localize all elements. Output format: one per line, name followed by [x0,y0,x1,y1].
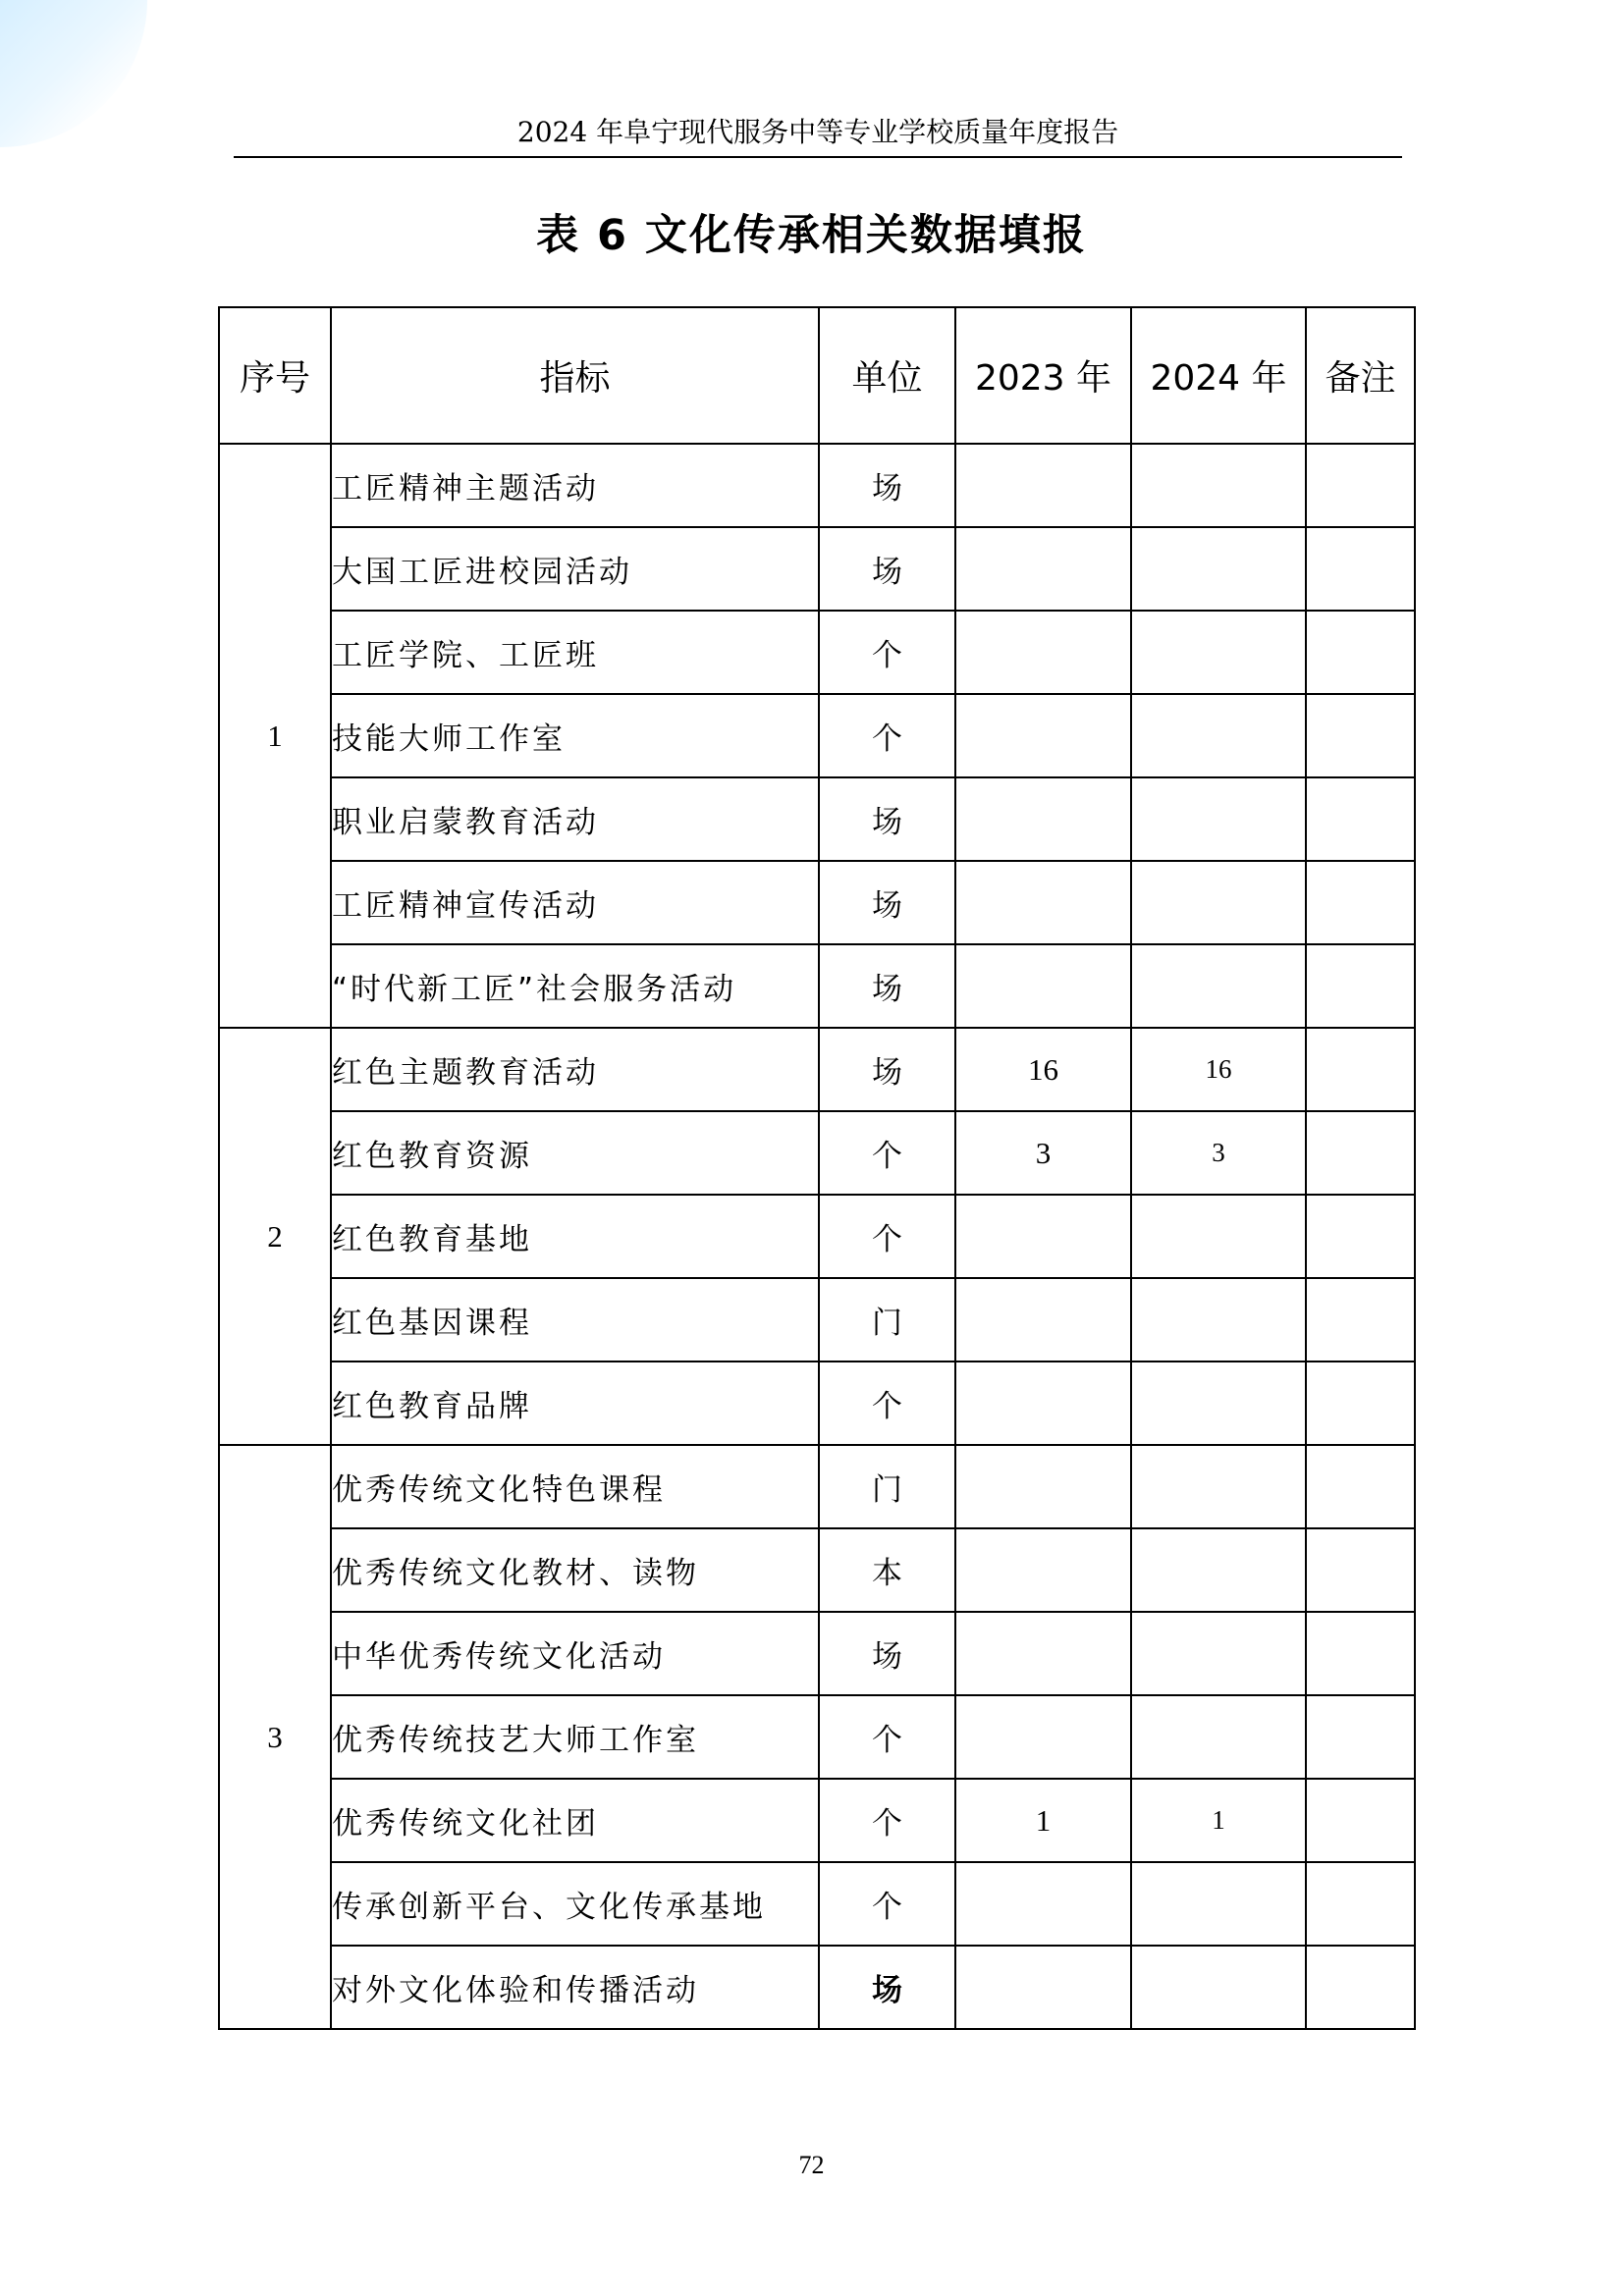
value-2024-cell [1131,527,1306,611]
unit-cell: 个 [819,1862,955,1946]
table-row [219,1612,1415,1695]
note-cell [1306,694,1415,777]
column-header-unit: 单位 [819,307,955,444]
note-cell [1306,527,1415,611]
value-2023-cell [955,1695,1131,1779]
indicator-cell: 红色主题教育活动 [331,1028,819,1111]
value-2024-cell [1131,444,1306,527]
table-body [219,444,1415,2029]
unit-cell: 场 [819,444,955,527]
note-cell [1306,1695,1415,1779]
table-row [219,1278,1415,1362]
table-row [219,1695,1415,1779]
indicator-cell: 对外文化体验和传播活动 [331,1946,819,2029]
value-2024-cell: 16 [1131,1028,1306,1111]
indicator-cell: 优秀传统文化社团 [331,1779,819,1862]
table-row [219,1862,1415,1946]
unit-cell: 场 [819,1946,955,2029]
indicator-cell: 红色基因课程 [331,1278,819,1362]
column-header-2023: 2023 年 [955,307,1131,444]
data-table [218,306,1416,2030]
value-2023-cell [955,1528,1131,1612]
indicator-cell: “时代新工匠”社会服务活动 [331,944,819,1028]
unit-cell: 个 [819,1111,955,1195]
table-row [219,1946,1415,2029]
value-2023-cell: 3 [955,1111,1131,1195]
value-2024-cell [1131,861,1306,944]
value-2023-cell [955,1195,1131,1278]
table-row [219,444,1415,527]
unit-cell: 场 [819,944,955,1028]
value-2024-cell [1131,777,1306,861]
unit-cell: 门 [819,1445,955,1528]
value-2023-cell [955,527,1131,611]
unit-cell: 场 [819,861,955,944]
value-2024-cell: 1 [1131,1779,1306,1862]
indicator-cell: 优秀传统技艺大师工作室 [331,1695,819,1779]
column-header-indicator: 指标 [331,307,819,444]
indicator-cell: 红色教育资源 [331,1111,819,1195]
unit-cell: 场 [819,527,955,611]
note-cell [1306,444,1415,527]
value-2023-cell [955,944,1131,1028]
value-2024-cell [1131,1862,1306,1946]
indicator-cell: 技能大师工作室 [331,694,819,777]
column-header-index: 序号 [219,307,331,444]
value-2023-cell [955,1946,1131,2029]
unit-cell: 个 [819,1362,955,1445]
unit-cell: 场 [819,777,955,861]
note-cell [1306,1028,1415,1111]
value-2023-cell [955,1362,1131,1445]
note-cell [1306,1111,1415,1195]
value-2023-cell [955,861,1131,944]
unit-cell: 门 [819,1278,955,1362]
value-2024-cell [1131,611,1306,694]
page-number: 72 [798,2151,825,2179]
value-2024-cell [1131,1695,1306,1779]
value-2023-cell [955,1445,1131,1528]
note-cell [1306,1946,1415,2029]
unit-cell: 场 [819,1612,955,1695]
note-cell [1306,944,1415,1028]
table-row [219,777,1415,861]
value-2024-cell [1131,1445,1306,1528]
column-header-note: 备注 [1306,307,1415,444]
unit-cell: 个 [819,1695,955,1779]
value-2024-cell [1131,1528,1306,1612]
value-2023-cell: 1 [955,1779,1131,1862]
value-2024-cell [1131,1946,1306,2029]
value-2023-cell [955,1278,1131,1362]
group-index-cell: 2 [219,1028,331,1445]
value-2024-cell [1131,1362,1306,1445]
value-2023-cell [955,1612,1131,1695]
value-2023-cell [955,777,1131,861]
indicator-cell: 中华优秀传统文化活动 [331,1612,819,1695]
value-2023-cell [955,1862,1131,1946]
indicator-cell: 职业启蒙教育活动 [331,777,819,861]
column-header-2024: 2024 年 [1131,307,1306,444]
table-row [219,527,1415,611]
indicator-cell: 大国工匠进校园活动 [331,527,819,611]
indicator-cell: 优秀传统文化特色课程 [331,1445,819,1528]
value-2023-cell [955,611,1131,694]
unit-cell: 个 [819,1195,955,1278]
value-2024-cell [1131,944,1306,1028]
table-row [219,861,1415,944]
value-2023-cell: 16 [955,1028,1131,1111]
value-2023-cell [955,444,1131,527]
indicator-cell: 红色教育品牌 [331,1362,819,1445]
table-title: 表 6 文化传承相关数据填报 [536,211,1087,260]
note-cell [1306,1779,1415,1862]
value-2024-cell [1131,1612,1306,1695]
note-cell [1306,1862,1415,1946]
indicator-cell: 工匠精神宣传活动 [331,861,819,944]
table-row [219,1111,1415,1195]
note-cell [1306,777,1415,861]
note-cell [1306,861,1415,944]
indicator-cell: 工匠学院、工匠班 [331,611,819,694]
note-cell [1306,1528,1415,1612]
table-row [219,944,1415,1028]
table-header-row [219,307,1415,444]
running-header: 2024 年阜宁现代服务中等专业学校质量年度报告 [516,116,1119,148]
table-row [219,1362,1415,1445]
table-row [219,1195,1415,1278]
group-index-cell: 3 [219,1445,331,2029]
unit-cell: 个 [819,694,955,777]
value-2024-cell [1131,1195,1306,1278]
corner-decoration [0,0,147,147]
table-row [219,1528,1415,1612]
note-cell [1306,611,1415,694]
unit-cell: 场 [819,1028,955,1111]
value-2024-cell: 3 [1131,1111,1306,1195]
group-index-cell: 1 [219,444,331,1028]
indicator-cell: 传承创新平台、文化传承基地 [331,1862,819,1946]
table-row [219,1445,1415,1528]
note-cell [1306,1278,1415,1362]
note-cell [1306,1362,1415,1445]
indicator-cell: 工匠精神主题活动 [331,444,819,527]
value-2024-cell [1131,694,1306,777]
note-cell [1306,1612,1415,1695]
note-cell [1306,1195,1415,1278]
unit-cell: 个 [819,611,955,694]
indicator-cell: 红色教育基地 [331,1195,819,1278]
note-cell [1306,1445,1415,1528]
table-row [219,694,1415,777]
table-row [219,1779,1415,1862]
header-rule [234,156,1402,158]
value-2023-cell [955,694,1131,777]
unit-cell: 本 [819,1528,955,1612]
indicator-cell: 优秀传统文化教材、读物 [331,1528,819,1612]
table-row [219,1028,1415,1111]
value-2024-cell [1131,1278,1306,1362]
unit-cell: 个 [819,1779,955,1862]
table-row [219,611,1415,694]
